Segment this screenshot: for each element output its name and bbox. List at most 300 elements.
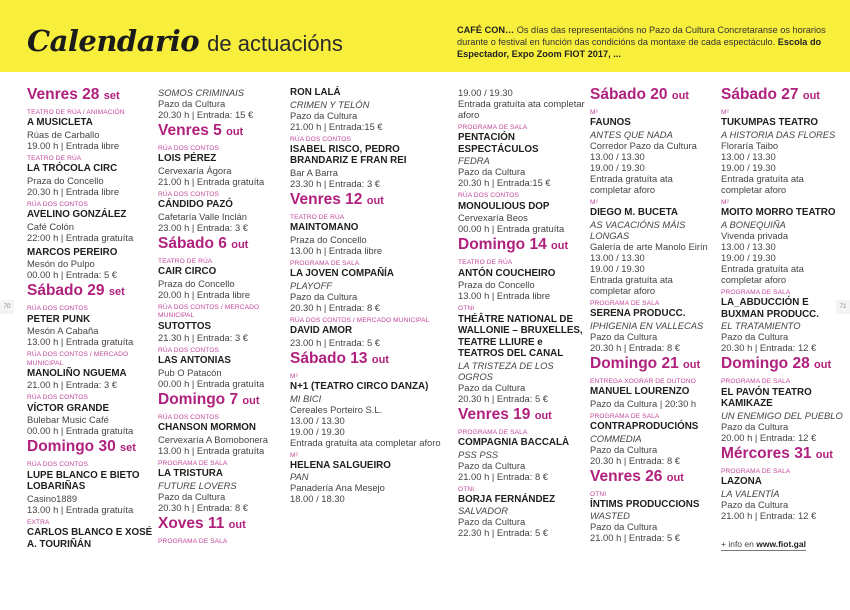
event-company: COMPAGNIA BACCALÀ <box>458 437 570 449</box>
event-company: ISABEL RISCO, PEDRO BRANDARIZ E FRAN REI <box>290 143 407 167</box>
event-detail: Bar A Barra <box>290 166 338 178</box>
more-info-link[interactable] <box>721 539 806 551</box>
event-detail: Mesón A Cabaña <box>27 325 99 337</box>
event-entry <box>590 378 716 409</box>
day-label: Sábado 6 <box>158 234 227 252</box>
event-entry <box>458 87 586 120</box>
event-entry <box>458 192 586 234</box>
event-entry <box>721 199 846 285</box>
event-company: SERENA PRODUCC. <box>590 308 686 320</box>
event-show-title: A HISTORIA DAS FLORES <box>721 128 836 140</box>
calendar-column <box>27 84 155 550</box>
event-detail: Pazo da Cultura <box>290 109 358 121</box>
event-detail: Pazo da Cultura <box>458 459 526 471</box>
event-detail: Café Colón <box>27 220 74 232</box>
event-detail: Praza do Concello <box>458 279 535 291</box>
event-category: TEATRO DE RÚA <box>458 259 513 267</box>
event-entry <box>590 491 716 544</box>
event-entry <box>158 414 286 456</box>
event-detail: 13.00 h | Entrada libre <box>290 244 383 256</box>
month-label: out <box>666 471 684 484</box>
event-company: MANUEL LOURENZO <box>590 386 690 398</box>
month-label: out <box>671 90 689 102</box>
month-label: out <box>226 126 244 138</box>
day-heading <box>458 236 586 255</box>
event-category: M² <box>290 372 298 380</box>
event-detail: Mesón do Pulpo <box>27 258 95 270</box>
day-heading <box>290 350 450 369</box>
month-label: out <box>231 238 249 251</box>
event-show-title: EL TRATAMIENTO <box>721 320 801 332</box>
event-detail: 20.30 h | Entrada: 5 € <box>458 392 549 404</box>
event-company: ÍNTIMS PRODUCCIONS <box>590 498 700 510</box>
event-category: TEATRO DE RÚA <box>158 257 213 265</box>
event-show-title: MI BICI <box>290 392 322 404</box>
day-label: Venres 5 <box>158 122 222 139</box>
event-company: LA TRÓCOLA CIRC <box>27 163 118 175</box>
event-company: MONOULIOUS DOP <box>458 200 550 212</box>
month-label: out <box>242 394 260 407</box>
day-label: Venres 19 <box>458 405 531 423</box>
event-detail: 21.30 h | Entrada: 3 € <box>158 332 249 344</box>
event-category: RÚA DOS CONTOS <box>158 190 219 198</box>
event-show-title: ANTES QUE NADA <box>590 128 673 140</box>
event-category: PROGRAMA DE SALA <box>290 259 360 267</box>
event-detail: Vivenda privada <box>721 229 789 241</box>
event-company: LA TRISTURA <box>158 468 223 480</box>
event-category: M² <box>290 451 298 459</box>
calendar-column <box>590 84 716 543</box>
month-label: out <box>815 448 833 461</box>
month-label: out <box>802 90 820 102</box>
event-show-title: SALVADOR <box>458 505 509 517</box>
event-show-title: AS VACACIÓNS MÁIS LONGAS <box>590 218 686 241</box>
event-entry <box>158 304 286 343</box>
day-heading <box>590 468 716 487</box>
month-label: out <box>551 240 569 253</box>
event-company: AVELINO GONZÁLEZ <box>27 209 127 221</box>
note-bold-extras: Escola do Espectador, Expo Zoom FIOT 2017, ... <box>457 37 822 60</box>
event-category: PROGRAMA DE SALA <box>158 537 228 545</box>
event-show-title: LA TRISTEZA DE LOS OGROS <box>458 359 554 382</box>
event-detail: 21.00 h | Entrada: 12 € <box>721 509 817 521</box>
event-entry <box>721 109 846 195</box>
day-label: Venres 26 <box>590 467 663 485</box>
event-entry <box>158 87 286 120</box>
event-detail: Corredor Pazo da Cultura <box>590 139 697 151</box>
event-show-title: PSS PSS <box>458 448 499 460</box>
event-show-title: FUTURE LOVERS <box>158 479 237 491</box>
day-heading <box>158 515 286 534</box>
event-entry <box>27 201 155 243</box>
day-label: Domingo 14 <box>458 236 547 254</box>
page-number-left: 70 <box>0 300 14 314</box>
event-detail: 13.00 / 13.30 <box>590 251 645 263</box>
page-number-right: 71 <box>836 300 850 314</box>
event-show-title: PLAYOFF <box>290 279 333 291</box>
month-label: out <box>683 358 701 371</box>
title-subtitle: de actuacións <box>207 31 343 56</box>
event-detail: 20.30 h | Entrada libre <box>27 185 120 197</box>
event-detail: Pub O Patacón <box>158 366 222 378</box>
event-company: PENTACIÓN ESPECTÁCULOS <box>458 132 539 155</box>
event-category: RÚA DOS CONTOS <box>27 305 88 313</box>
event-category: OTNI <box>458 485 475 493</box>
event-detail: Entrada gratuíta ata completar aforo <box>590 273 673 296</box>
day-heading <box>158 391 286 410</box>
event-detail: Entrada gratuíta ata completar aforo <box>590 172 673 195</box>
day-label: Domingo 28 <box>721 355 810 373</box>
event-detail: 22:00 h | Entrada gratuíta <box>27 231 134 243</box>
event-entry <box>158 460 286 513</box>
month-label: out <box>228 518 246 531</box>
event-category: M² <box>721 109 729 116</box>
event-detail: 19.00 / 19.30 <box>721 251 776 263</box>
event-category: TEATRO DE RÚA / ANIMACIÓN <box>27 109 125 116</box>
event-detail: 20.30 h | Entrada:15 € <box>458 177 551 189</box>
event-entry <box>590 109 716 195</box>
event-entry <box>27 109 155 151</box>
event-entry <box>158 145 286 187</box>
event-category: RÚA DOS CONTOS <box>158 145 219 152</box>
event-category: PROGRAMA DE SALA <box>590 299 660 307</box>
event-category: PROGRAMA DE SALA <box>458 124 528 131</box>
event-detail: 21.00 h | Entrada: 8 € <box>458 470 549 482</box>
event-company: LA JOVEN COMPAÑÍA <box>290 268 394 280</box>
event-company: CONTRAPRODUCIÓNS <box>590 421 699 433</box>
event-category: RÚA DOS CONTOS <box>458 192 519 200</box>
event-detail: Galería de arte Manolo Eirín <box>590 240 708 252</box>
event-category: M² <box>590 109 598 116</box>
day-label: Venres 12 <box>290 190 363 208</box>
event-detail: Pazo da Cultura <box>290 290 358 302</box>
event-entry <box>290 373 450 448</box>
event-detail: Rúas de Carballo <box>27 128 100 140</box>
event-detail: 13.00 h | Entrada libre <box>458 290 551 302</box>
day-label: Domingo 21 <box>590 354 679 372</box>
day-heading <box>27 282 155 301</box>
event-detail: 19.00 / 19.30 <box>590 161 645 173</box>
event-entry <box>158 538 286 546</box>
event-entry <box>290 136 450 189</box>
header-banner <box>0 0 850 72</box>
event-company: FAUNOS <box>590 117 631 129</box>
event-detail: 23.00 h | Entrada: 3 € <box>158 221 249 233</box>
month-label: out <box>534 409 552 422</box>
event-company: TUKUMPAS TEATRO <box>721 117 819 129</box>
event-entry <box>27 305 155 347</box>
website-url[interactable]: www.fiot.gal <box>756 538 806 549</box>
event-detail: Cafetaría Valle Inclán <box>158 210 247 222</box>
event-company: N+1 (TEATRO CIRCO DANZA) <box>290 381 429 393</box>
more-info-prefix: + info en <box>721 538 757 549</box>
day-label: Xoves 11 <box>158 514 225 532</box>
event-company: VÍCTOR GRANDE <box>27 402 110 414</box>
day-label: Mércores 31 <box>721 444 812 462</box>
event-company: MOITO MORRO TEATRO <box>721 207 836 219</box>
event-entry <box>290 87 450 132</box>
event-company: LAS ANTONIAS <box>158 355 231 367</box>
event-entry <box>458 486 586 539</box>
event-company: CARLOS BLANCO E XOSÉ A. TOURIÑÁN <box>27 527 153 550</box>
event-entry <box>721 289 846 353</box>
event-detail: Pazo da Cultura <box>721 331 789 343</box>
event-show-title: FEDRA <box>458 155 490 167</box>
event-company: RON LALÁ <box>290 87 341 98</box>
event-category: PROGRAMA DE SALA <box>721 467 791 475</box>
event-detail: Entrada gratuíta ata completar aforo <box>721 262 804 285</box>
event-detail: 20.00 h | Entrada libre <box>158 288 251 300</box>
event-company: LA_ABDUCCIÓN E BUXMAN PRODUCC. <box>721 297 819 320</box>
event-entry <box>290 214 450 256</box>
event-detail: Panadería Ana Mesejo <box>290 482 385 494</box>
event-category: M² <box>721 198 729 206</box>
day-heading <box>158 122 286 141</box>
event-show-title: IPHIGENIA EN VALLECAS <box>590 319 704 331</box>
event-company: LUPE BLANCO E BIETO LOBARIÑAS <box>27 469 140 493</box>
day-label: Sábado 27 <box>721 86 799 103</box>
event-detail: 00.00 h | Entrada: 5 € <box>27 269 118 281</box>
event-detail: 21.00 h | Entrada: 5 € <box>590 532 681 544</box>
event-detail: 21.00 h | Entrada:15 € <box>290 120 383 132</box>
event-show-title: A BONEQUIÑA <box>721 218 786 230</box>
month-label: set <box>108 286 125 299</box>
event-detail: Pazo da Cultura <box>590 521 658 533</box>
event-category: PROGRAMA DE SALA <box>590 412 660 420</box>
event-detail: 23.30 h | Entrada: 3 € <box>290 177 381 189</box>
event-detail: Pazo da Cultura <box>458 516 526 528</box>
event-detail: 20.00 h | Entrada: 12 € <box>721 431 817 443</box>
event-detail: Entrada gratuíta ata completar aforo <box>458 98 585 120</box>
event-detail: Praza do Concello <box>27 174 104 186</box>
event-entry <box>27 351 155 390</box>
event-category: RÚA DOS CONTOS <box>158 413 219 421</box>
day-label: Sábado 20 <box>590 86 668 103</box>
event-category: RÚA DOS CONTOS / MERCADO MUNICIPAL <box>290 316 430 324</box>
event-show-title: LA VALENTÍA <box>721 487 780 499</box>
event-detail: Cervexaría Ágora <box>158 164 232 176</box>
event-detail: 22.30 h | Entrada: 5 € <box>458 527 549 539</box>
event-company: HELENA SALGUEIRO <box>290 459 391 471</box>
calendar-column <box>458 84 586 538</box>
event-detail: Entrada gratuíta ata completar aforo <box>290 436 441 448</box>
event-company: MANOLIÑO NGUEMA <box>27 367 127 379</box>
event-category: M² <box>590 198 598 206</box>
event-category: ENTREGA XOGRAR DE OUTONO <box>590 377 696 385</box>
event-detail: Floraría Taibo <box>721 139 779 151</box>
note-text: Os días das representacións no Pazo da Cultura Concretaranse os horarios durante o festival en función das condicións da montaxe de cada espectáculo. <box>457 25 826 48</box>
event-company: THÉÂTRE NATIONAL DE WALLONIE – BRUXELLES, TEATRE LLIURE e TEATROS DEL CANAL <box>458 313 583 360</box>
event-entry <box>290 317 450 348</box>
event-company: ANTÓN COUCHEIRO <box>458 267 556 279</box>
event-detail: Pazo da Cultura <box>721 420 789 432</box>
event-entry <box>458 124 586 188</box>
event-detail: 19.00 h | Entrada libre <box>27 139 120 151</box>
day-heading <box>458 406 586 425</box>
day-label: Venres 28 <box>27 86 100 103</box>
event-entry <box>27 461 155 514</box>
month-label: out <box>366 194 384 207</box>
event-company: CAIR CIRCO <box>158 266 217 278</box>
event-category: TEATRO DE RÚA <box>27 154 82 162</box>
event-category: RÚA DOS CONTOS <box>290 135 351 143</box>
event-category: RÚA DOS CONTOS <box>27 394 88 402</box>
event-show-title: UN ENEMIGO DEL PUEBLO <box>721 409 843 421</box>
month-label: set <box>120 442 136 455</box>
event-detail: Cervexaría A Bomobonera <box>158 433 268 445</box>
day-label: Domingo 30 <box>27 438 116 456</box>
day-heading <box>721 355 846 374</box>
event-category: RÚA DOS CONTOS <box>158 347 219 355</box>
event-detail: 13.00 h | Entrada gratuíta <box>158 444 265 456</box>
day-heading <box>590 355 716 374</box>
event-detail: 20.30 h | Entrada: 12 € <box>721 342 817 354</box>
calendar-column <box>158 84 286 546</box>
calendar-column <box>721 84 846 552</box>
event-detail: 20.30 h | Entrada: 15 € <box>158 109 254 120</box>
event-category: EXTRA <box>27 518 50 526</box>
event-detail: 13.00 / 13.30 <box>590 150 645 162</box>
title-script: Calendario <box>27 24 200 58</box>
event-entry <box>721 378 846 442</box>
event-company: MARCOS PEREIRO <box>27 246 118 258</box>
event-detail: 19.00 / 19.30 <box>590 262 645 274</box>
event-detail: Cervexaría Beos <box>458 212 528 224</box>
event-detail: Cereales Porteiro S.L. <box>290 403 383 415</box>
header-note <box>457 24 842 61</box>
event-category: TEATRO DE RÚA <box>290 213 345 221</box>
event-detail: 13.00 / 13.30 <box>721 240 776 252</box>
month-label: out <box>371 353 389 366</box>
day-heading <box>158 235 286 254</box>
event-company: DAVID AMOR <box>290 325 353 337</box>
month-label: set <box>103 90 120 102</box>
day-heading <box>27 86 155 105</box>
event-detail: 20.30 h | Entrada: 8 € <box>590 341 681 353</box>
event-entry <box>590 413 716 466</box>
event-detail: 19.00 / 19.30 <box>290 425 345 437</box>
event-category: PROGRAMA DE SALA <box>721 288 791 296</box>
event-category: OTNI <box>458 305 475 313</box>
event-entry <box>458 305 586 403</box>
event-company: LOIS PÉREZ <box>158 153 217 165</box>
day-heading <box>27 438 155 457</box>
event-company: DIEGO M. BUCETA <box>590 207 678 219</box>
day-heading <box>721 86 846 105</box>
event-entry <box>590 300 716 353</box>
event-detail: Casino1889 <box>27 492 78 504</box>
day-heading <box>290 191 450 210</box>
event-entry <box>27 155 155 197</box>
event-detail: 18.00 / 18.30 <box>290 493 345 505</box>
event-detail: Pazo da Cultura <box>590 330 658 342</box>
event-detail: Praza do Concello <box>158 277 235 289</box>
event-detail: Pazo da Cultura <box>158 490 226 502</box>
event-detail: 13.00 h | Entrada gratuíta <box>27 503 134 515</box>
event-entry <box>27 519 155 550</box>
event-company: BORJA FERNÁNDEZ <box>458 493 556 505</box>
event-detail: Praza do Concello <box>290 233 367 245</box>
event-category: PROGRAMA DE SALA <box>158 459 228 467</box>
event-entry <box>27 247 155 281</box>
event-detail: Pazo da Cultura | 20:30 h <box>590 397 697 409</box>
event-detail: Entrada gratuíta ata completar aforo <box>721 172 804 195</box>
event-company: CHANSON MORMON <box>158 422 256 434</box>
event-detail: 21.00 h | Entrada gratuíta <box>158 175 265 187</box>
event-detail: 20.30 h | Entrada: 8 € <box>590 454 681 466</box>
event-category: RÚA DOS CONTOS / MERCADO MUNICIPAL <box>158 303 260 320</box>
event-entry <box>158 258 286 300</box>
event-entry <box>290 260 450 313</box>
event-entry <box>158 347 286 389</box>
event-entry <box>590 199 716 296</box>
calendar-column <box>290 84 450 504</box>
event-detail: Pazo da Cultura <box>458 166 526 178</box>
event-detail: 20.30 h | Entrada: 8 € <box>158 501 249 513</box>
event-category: PROGRAMA DE SALA <box>721 378 791 386</box>
event-company: PETER PUNK <box>27 313 91 325</box>
event-company: EL PAVÓN TEATRO KAMIKAZE <box>721 386 812 410</box>
event-show-title: COMMEDIA <box>590 432 642 444</box>
day-heading <box>590 86 716 105</box>
event-category: RÚA DOS CONTOS <box>27 461 88 469</box>
event-category: PROGRAMA DE SALA <box>458 428 528 436</box>
event-detail: Pazo da Cultura <box>458 381 526 393</box>
event-show-title: SOMOS CRIMINAIS <box>158 87 244 98</box>
event-category: OTNI <box>590 490 607 498</box>
event-detail: 20.30 h | Entrada: 8 € <box>290 301 381 313</box>
event-company: LAZONA <box>721 476 762 488</box>
event-detail: 13.00 h | Entrada gratuíta <box>27 336 134 348</box>
event-detail: 00.00 h | Entrada gratuíta <box>27 425 134 437</box>
event-entry <box>458 429 586 482</box>
event-detail: 21.00 h | Entrada: 3 € <box>27 379 118 391</box>
page-title <box>27 24 343 58</box>
event-company: A MUSICLETA <box>27 117 93 129</box>
event-detail: 13.00 / 13.30 <box>290 414 345 426</box>
event-detail: 00.00 h | Entrada gratuíta <box>158 377 265 389</box>
event-category: RÚA DOS CONTOS <box>27 200 88 208</box>
day-label: Domingo 7 <box>158 390 239 408</box>
day-heading <box>721 445 846 464</box>
day-label: Sábado 13 <box>290 349 368 367</box>
event-show-title: PAN <box>290 471 309 483</box>
note-bold-cafe: CAFÉ CON… <box>457 25 515 35</box>
event-company: SUTOTTOS <box>158 320 211 332</box>
event-show-title: WASTED <box>590 510 630 522</box>
month-label: out <box>814 359 832 372</box>
event-company: CÁNDIDO PAZÓ <box>158 199 233 211</box>
event-detail: 00.00 h | Entrada gratuíta <box>458 223 565 235</box>
event-entry <box>721 468 846 521</box>
event-detail: 19.00 / 19.30 <box>721 161 776 173</box>
event-entry <box>27 394 155 436</box>
event-detail: 23.00 h | Entrada: 5 € <box>290 336 381 348</box>
event-show-title: CRIMEN Y TELÓN <box>290 98 370 110</box>
event-detail: Bulebar Music Café <box>27 414 109 426</box>
event-category: RÚA DOS CONTOS / MERCADO MUNICIPAL <box>27 351 129 367</box>
event-detail: Pazo da Cultura <box>158 98 226 109</box>
event-detail: Pazo da Cultura <box>590 443 658 455</box>
event-entry <box>290 452 450 505</box>
event-detail: Pazo da Cultura <box>721 498 789 510</box>
day-label: Sábado 29 <box>27 282 105 300</box>
event-company: MAINTOMANO <box>290 222 359 234</box>
event-entry <box>158 191 286 233</box>
event-entry <box>458 259 586 301</box>
event-detail: 19.00 / 19.30 <box>458 87 513 98</box>
event-detail: 13.00 / 13.30 <box>721 150 776 162</box>
